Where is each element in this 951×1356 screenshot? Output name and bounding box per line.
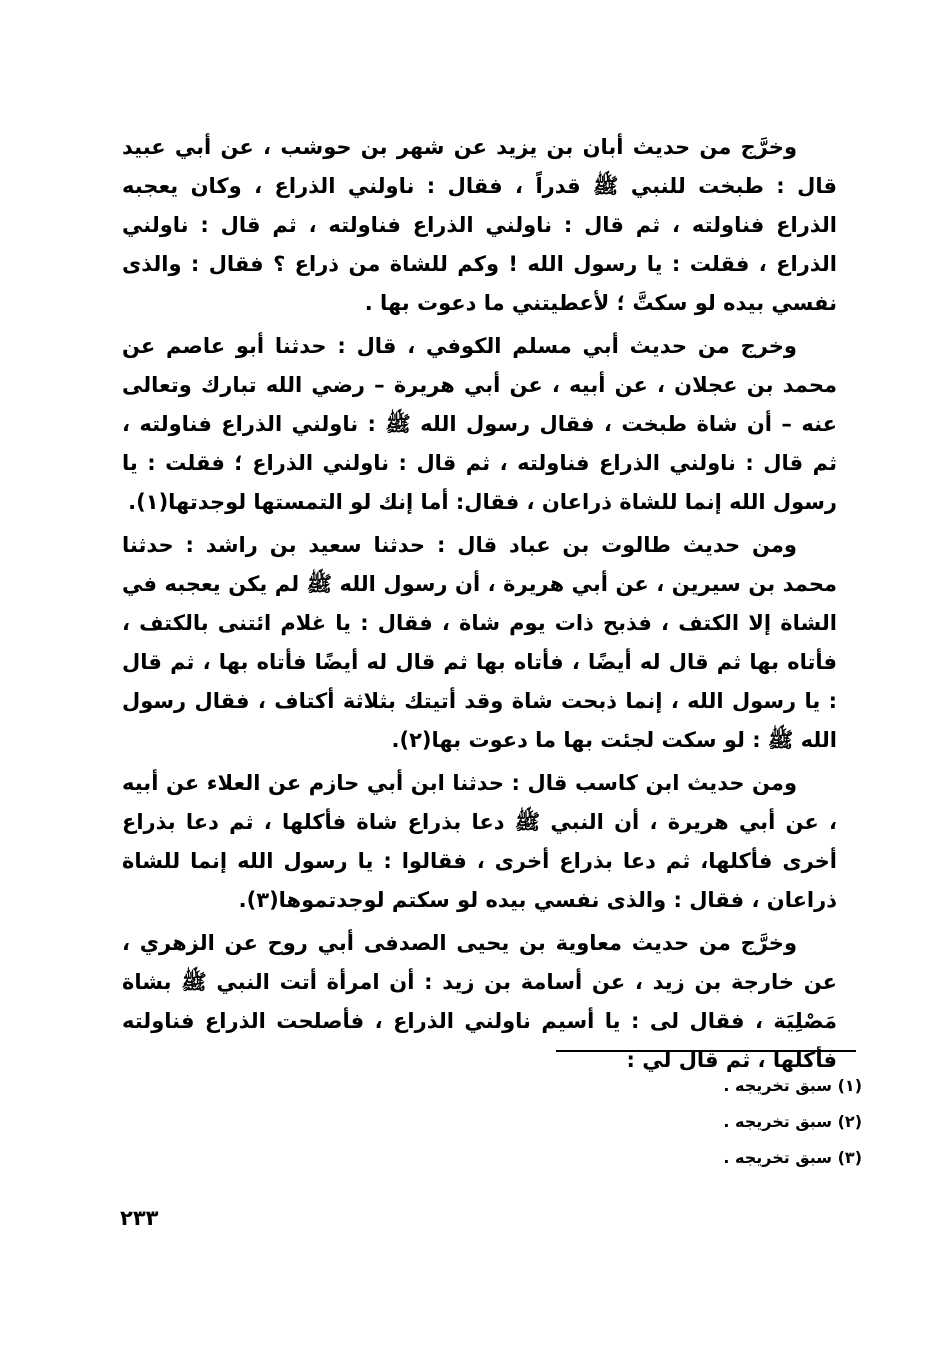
footnote: (١) سبق تخريجه .	[723, 1076, 862, 1095]
page-number: ٢٣٣	[120, 1206, 159, 1230]
paragraph: وخرَّج من حديث معاوية بن يحيى الصدفى أبي روح عن الزهري ، عن خارجة بن زيد ، عن أسامة بن زيد : أن امرأة أتت النبي ﷺ بشاة مَصْلِيَة ، فقال لى : يا أسيم ناولني الذراع ، فأصلحت الذراع فناولته فأكلها ، ثم قال لي :	[122, 931, 837, 1072]
footnote: (٢) سبق تخريجه .	[723, 1112, 862, 1131]
footnote: (٣) سبق تخريجه .	[723, 1148, 862, 1167]
paragraph: ومن حديث ابن كاسب قال : حدثنا ابن أبي حازم عن العلاء عن أبيه ، عن أبي هريرة ، أن النبي ﷺ دعا بذراع شاة فأكلها ، ثم دعا بذراع أخرى فأكلها، ثم دعا بذراع أخرى ، فقالوا : يا رسول الله إنما للشاة ذراعان ، فقال : والذى نفسي بيده لو سكتم لوجدتموها(٣).	[122, 771, 837, 912]
footnotes	[556, 1068, 862, 1176]
paragraph: وخرَّج من حديث أبان بن يزيد عن شهر بن حوشب ، عن أبي عبيد قال : طبخت للنبي ﷺ قدراً ، فقال : ناولني الذراع ، وكان يعجبه الذراع فناولته ، ثم قال : ناولني الذراع فناولته ، ثم قال : ناولني الذراع ، فقلت : يا رسول الله ! وكم للشاة من ذراع ؟ فقال : والذى نفسي بيده لو سكتَّ ؛ لأعطيتني ما دعوت بها .	[122, 135, 837, 315]
paragraph: ومن حديث طالوت بن عباد قال : حدثنا سعيد بن راشد : حدثنا محمد بن سيرين ، عن أبي هريرة ، أن رسول الله ﷺ لم يكن يعجبه في الشاة إلا الكتف ، فذبح ذات يوم شاة ، فقال : يا غلام ائتنى بالكتف ، فأتاه بها ثم قال له أيضًا ، فأتاه بها ثم قال له أيضًا فأتاه بها ، ثم قال : يا رسول الله ، إنما ذبحت شاة وقد أتيتك بثلاثة أكتاف ، فقال رسول الله ﷺ : لو سكت لجئت بها ما دعوت بها(٢).	[122, 533, 837, 752]
footnote-separator	[556, 1050, 856, 1052]
main-text	[122, 128, 837, 1084]
paragraph: وخرج من حديث أبي مسلم الكوفي ، قال : حدثنا أبو عاصم عن محمد بن عجلان ، عن أبيه ، عن أبي هريرة – رضي الله تبارك وتعالى عنه – أن شاة طبخت ، فقال رسول الله ﷺ : ناولني الذراع فناولته ، ثم قال : ناولني الذراع فناولته ، ثم قال : ناولني الذراع ؛ فقلت : يا رسول الله إنما للشاة ذراعان ، فقال: أما إنك لو التمستها لوجدتها(١).	[122, 334, 837, 514]
